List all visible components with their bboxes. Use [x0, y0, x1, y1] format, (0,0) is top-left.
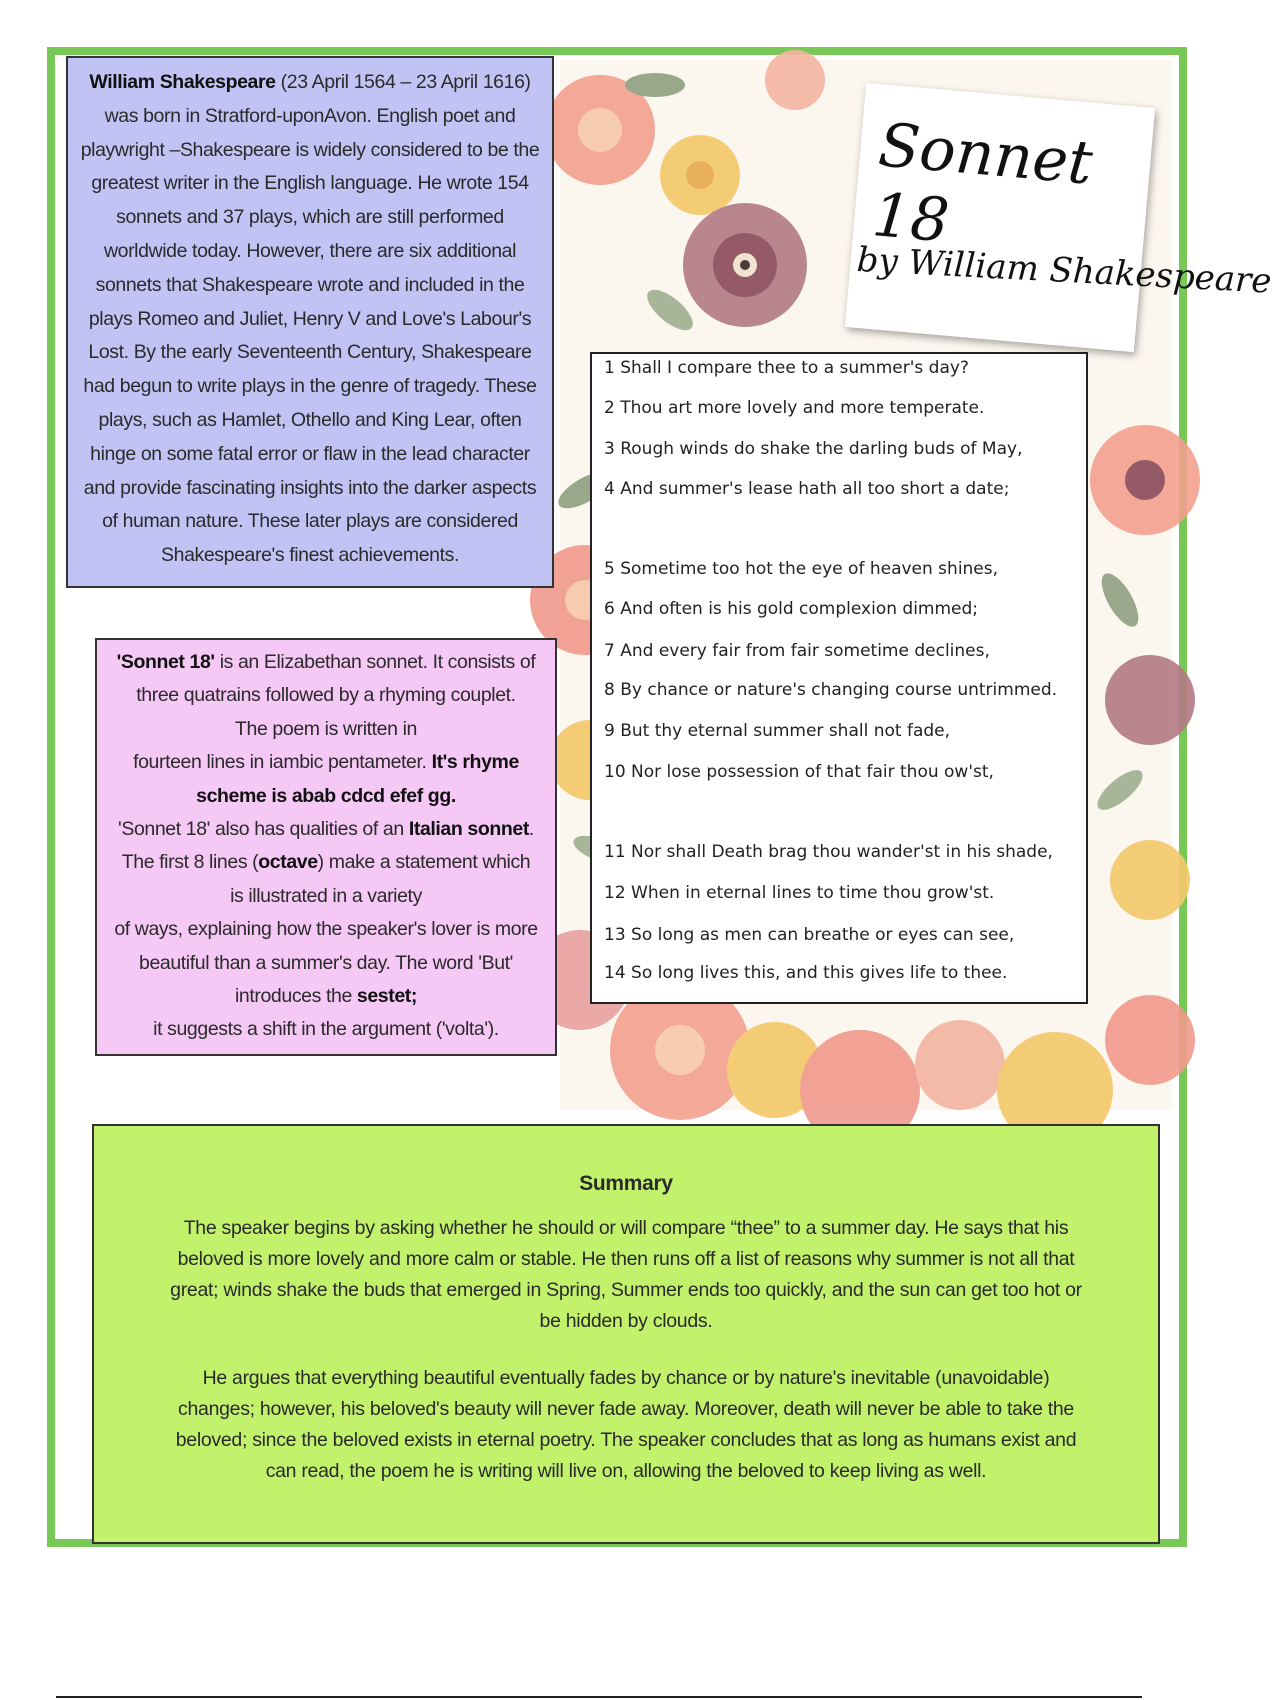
summary-heading: Summary	[579, 1172, 673, 1195]
poem-box	[590, 352, 1088, 1004]
sonnet-text: is illustrated in a variety	[230, 884, 422, 907]
sonnet-text: . The first 8 lines (	[121, 818, 534, 874]
summary-paragraph: The speaker begins by asking whether he should or will compare “thee” to a summer day. He says that his beloved is more lovely and more calm or stable. He then runs off a list of reasons why summer is not all that great; winds shake the buds that emerged in Spring, Summer ends too quickly, and the sun can get too hot or be hidden by clouds.	[170, 1217, 1082, 1332]
sonnet-text: fourteen lines in iambic pentameter.	[133, 751, 432, 774]
sestet-term: sestet;	[356, 985, 417, 1008]
poem-line: 7 And every fair from fair sometime declines,	[604, 641, 990, 661]
sonnet-text: The poem is written in	[235, 717, 417, 740]
sonnet-text: it suggests a shift in the argument ('volta').	[153, 1018, 499, 1041]
sonnet-title-bold: 'Sonnet 18'	[116, 651, 215, 673]
poem-line: 5 Sometime too hot the eye of heaven shines,	[604, 559, 999, 579]
author-bio-text: (23 April 1564 – 23 April 1616) was born in Stratford-uponAvon. English poet and playwright –Shakespeare is widely considered to be the greatest writer in the English language. He wrote 154 sonnets and 37 plays, which are still performed worldwide today. However, there are six additional sonnets that Shakespeare wrote and included in the plays Romeo and Juliet, Henry V and Love's Labour's Lost. By the early Seventeenth Century, Shakespeare had begun to write plays in the genre of tragedy. These plays, such as Hamlet, Othello and King Lear, often hinge on some fatal error or flaw in the lead character and provide fascinating insights into the darker aspects of human nature. These later plays are considered Shakespeare's finest achievements.	[80, 71, 540, 567]
poem-line: 3 Rough winds do shake the darling buds of May,	[604, 439, 1023, 459]
poem-line: 2 Thou art more lovely and more temperate.	[604, 398, 985, 418]
poem-line: 6 And often is his gold complexion dimmed;	[604, 599, 979, 619]
poem-line: 4 And summer's lease hath all too short a date;	[604, 479, 1010, 499]
italian-sonnet: Italian sonnet	[408, 818, 529, 841]
poem-line: 1 Shall I compare thee to a summer's day?	[604, 358, 969, 378]
poem-byline: by William Shakespeare	[855, 239, 1273, 302]
author-bio-box	[66, 56, 554, 588]
author-name: William Shakespeare	[89, 71, 276, 93]
poem-line: 9 But thy eternal summer shall not fade,	[604, 721, 951, 741]
poem-line: 10 Nor lose possession of that fair thou ow'st,	[604, 762, 994, 782]
poem-line: 11 Nor shall Death brag thou wander'st in his shade,	[604, 842, 1053, 862]
summary-paragraph: He argues that everything beautiful eventually fades by chance or by nature's inevitable (unavoidable) changes; however, his beloved's beauty will never fade away. Moreover, death will never be able to take the beloved; since the beloved exists in eternal poetry. The speaker concludes that as long as humans exist and can read, the poem he is writing will live on, allowing the beloved to keep living as well.	[175, 1367, 1077, 1482]
poem-line: 12 When in eternal lines to time thou grow'st.	[604, 883, 995, 903]
summary-box	[92, 1124, 1160, 1544]
title-card	[845, 83, 1273, 352]
poem-title: Sonnet 18	[869, 110, 1096, 257]
sonnet-text: ) make a statement which	[317, 851, 531, 874]
sonnet-info-box	[95, 638, 557, 1056]
poem-line: 13 So long as men can breathe or eyes can see,	[604, 925, 1015, 945]
sonnet-text: is an Elizabethan sonnet. It consists of three quatrains followed by a rhyming couplet.	[136, 651, 536, 707]
sonnet-text: of ways, explaining how the speaker's lover is more beautiful than a summer's day. The word 'But' introduces the	[114, 918, 538, 1008]
octave-term: octave	[258, 851, 318, 874]
rhyme-scheme: It's rhyme scheme is abab cdcd efef gg.	[196, 751, 519, 807]
sonnet-text: 'Sonnet 18' also has qualities of an	[118, 818, 409, 841]
poem-line: 14 So long lives this, and this gives life to thee.	[604, 963, 1008, 983]
footer-rule	[56, 1696, 1142, 1698]
poem-line: 8 By chance or nature's changing course untrimmed.	[604, 680, 1058, 700]
